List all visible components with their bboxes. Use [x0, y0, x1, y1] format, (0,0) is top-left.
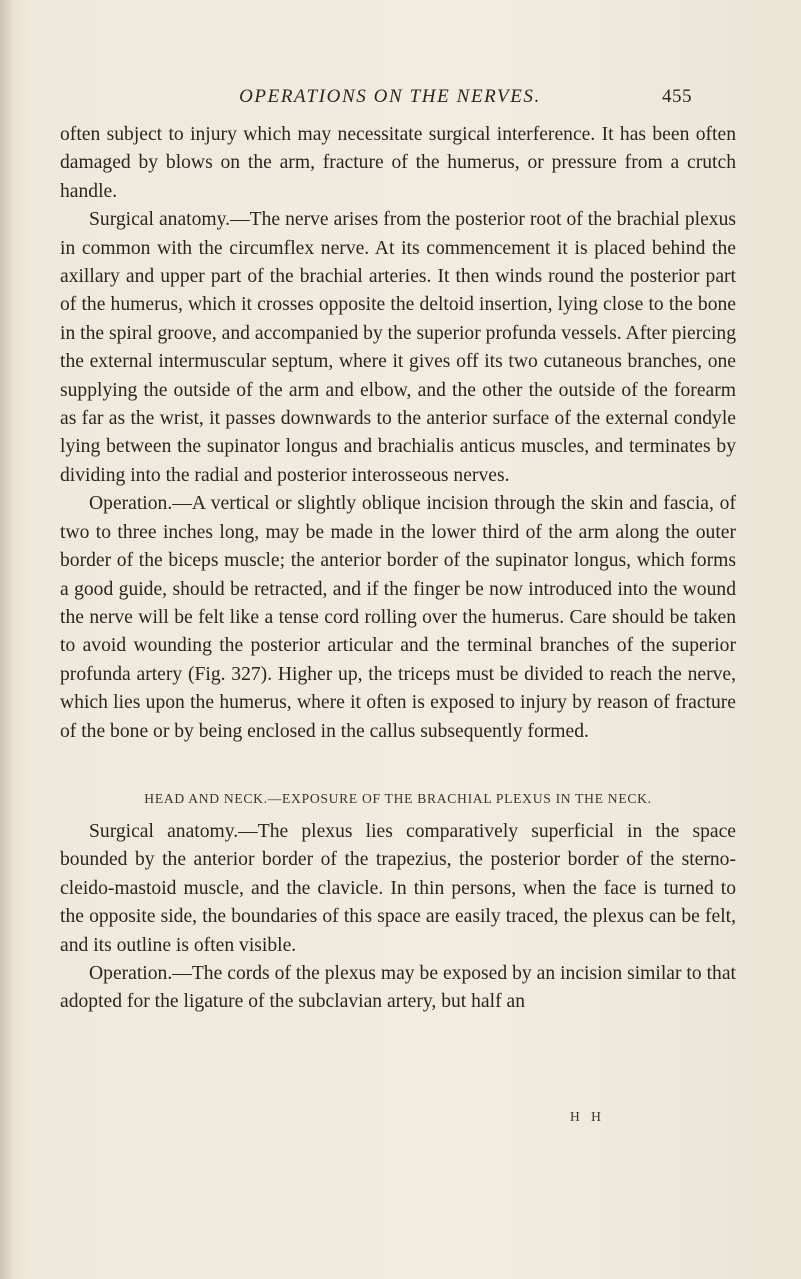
binding-shadow	[0, 0, 14, 1279]
section-heading: HEAD AND NECK.—EXPOSURE OF THE BRACHIAL PLEXUS IN THE NECK.	[144, 791, 652, 806]
text-block-top	[60, 121, 736, 746]
paragraph-operation: Operation.—A vertical or slightly oblique incision through the skin and fascia, of two to three inches long, may be made in the lower third of the arm along the outer border of the biceps muscle; the anterior border of the supinator longus, which forms a good guide, should be retracted, and if the finger be now introduced into the wound the nerve will be felt like a tense cord rolling over the humerus. Care should be taken to avoid wounding the posterior articular and the terminal branches of the superior profunda artery (Fig. 327). Higher up, the triceps must be divided to reach the nerve, which lies upon the humerus, where it often is exposed to injury by reason of fracture of the bone or by being enclosed in the callus subsequently formed.	[60, 493, 736, 742]
paragraph-surgical-anatomy: Surgical anatomy.—The nerve arises from the posterior root of the brachial plexus in common with the circumflex nerve. At its commencement it is placed behind the axillary and upper part of the brachial arteries. It then winds round the posterior part of the humerus, which it crosses opposite the deltoid insertion, lying close to the bone in the spiral groove, and accompanied by the superior profunda vessels. After piercing the external intermuscular septum, where it gives off its two cutaneous branches, one supplying the outside of the arm and elbow, and the other the outside of the forearm as far as the wrist, it passes downwards to the anterior surface of the external condyle lying between the supinator longus and brachialis anticus muscles, and terminates by dividing into the radial and posterior interosseous nerves.	[60, 209, 736, 486]
paragraph-continuation: often subject to injury which may necessitate surgical interference. It has been often damaged by blows on the arm, fracture of the humerus, or pressure from a crutch handle.	[60, 124, 736, 202]
text-block-bottom	[60, 818, 736, 1017]
page-number: 455	[662, 86, 692, 107]
paragraph-plexus-operation: Operation.—The cords of the plexus may be exposed by an incision similar to that adopted for the ligature of the subclavian artery, but half an	[60, 963, 736, 1013]
running-head: OPERATIONS ON THE NERVES.	[239, 86, 541, 107]
paragraph-plexus-anatomy: Surgical anatomy.—The plexus lies comparatively superficial in the space bounded by the anterior border of the trapezius, the posterior border of the sterno-cleido-mastoid muscle, and the clavicle. In thin persons, when the face is turned to the opposite side, the boundaries of this space are easily traced, the plexus can be felt, and its outline is often visible.	[60, 821, 736, 956]
page-header	[0, 86, 801, 116]
signature-mark: H H	[570, 1109, 605, 1124]
